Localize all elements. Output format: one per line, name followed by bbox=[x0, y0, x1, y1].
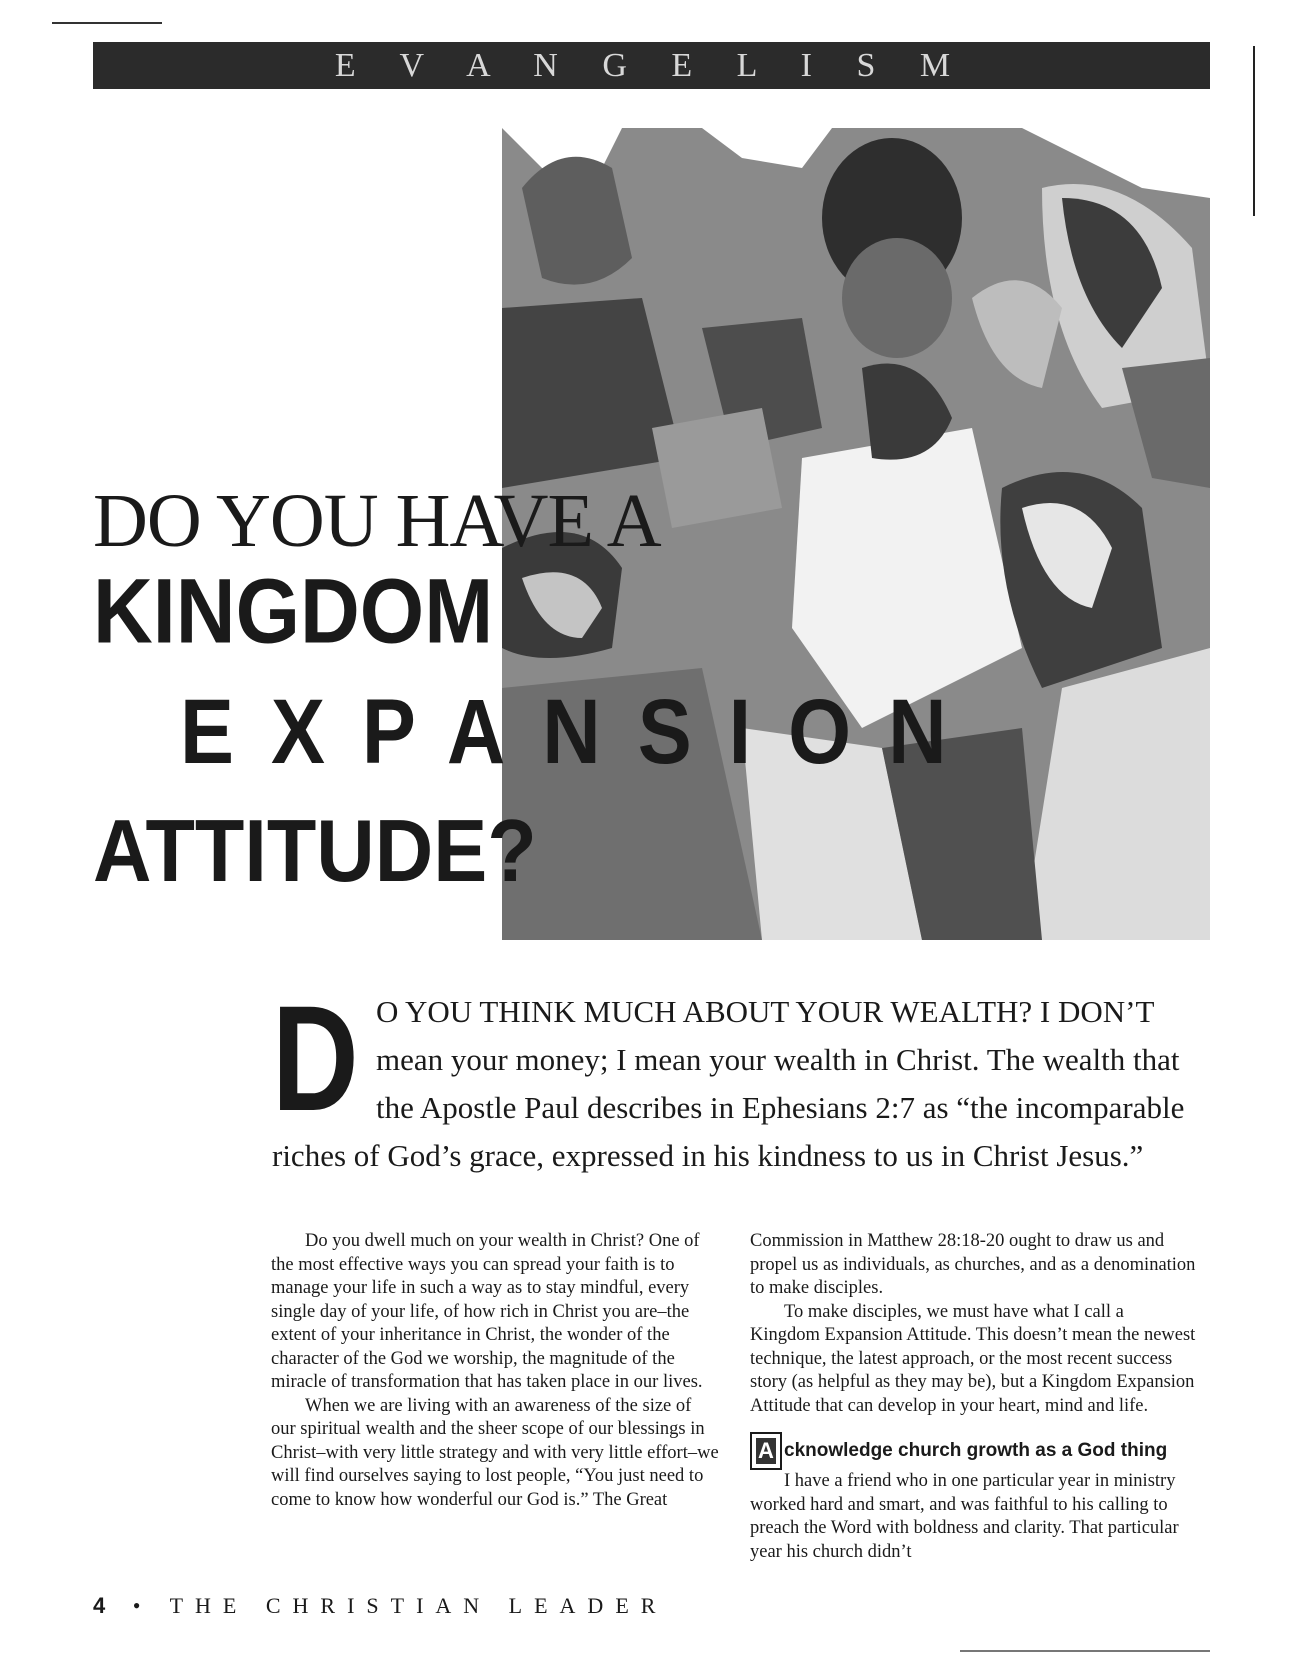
left-paragraph-2: When we are living with an awareness of the size of our spiritual wealth and the sheer scope of our blessings in Christ–with very little strategy and with very little effort–we will find ourselves saying to lost people, “You just need to come to know how wonderful our God is.” The Great bbox=[271, 1395, 719, 1510]
margin-rule bbox=[1253, 46, 1255, 216]
top-rule bbox=[52, 22, 162, 24]
bottom-rule bbox=[960, 1650, 1210, 1652]
section-banner bbox=[93, 42, 1210, 89]
subhead-text: cknowledge church growth as a God thing bbox=[784, 1440, 1168, 1462]
crowd-illustration-graphic bbox=[502, 128, 1210, 940]
section-banner-label: E V A N G E L I S M bbox=[334, 46, 969, 84]
subhead-initial: A bbox=[756, 1438, 776, 1464]
page-number: 4 bbox=[93, 1593, 106, 1618]
publication-name: THE CHRISTIAN LEADER bbox=[169, 1593, 668, 1618]
crowd-illustration bbox=[502, 128, 1210, 940]
page-footer bbox=[93, 1593, 667, 1619]
subhead-initial-box bbox=[750, 1432, 782, 1470]
lead-text: mean your money; I mean your wealth in Christ. The wealth that the Apostle Paul describes in Ephesians 2:7 as “the incomparable riches of God’s grace, expressed in his kindness to us in Christ Jesus.” bbox=[272, 1042, 1185, 1173]
drop-cap: D bbox=[272, 974, 359, 1142]
headline-kingdom: KINGDOM bbox=[93, 561, 494, 664]
right-paragraph-1: Commission in Matthew 28:18-20 ought to draw us and propel us as individuals, as churches, and as a denomination to make disciples. bbox=[750, 1231, 1196, 1298]
subhead bbox=[750, 1432, 1198, 1470]
left-paragraph-1: Do you dwell much on your wealth in Christ? One of the most effective ways you can spread your faith is to manage your life in such a way as to stay mindful, every single day of your life, of how rich in Christ you are–the extent of your inheritance in Christ, the wonder of the character of the God we worship, the magnitude of the miracle of transformation that has taken place in our lives. bbox=[271, 1231, 703, 1392]
left-column bbox=[271, 1230, 719, 1512]
footer-separator: • bbox=[132, 1593, 153, 1618]
headline-line-1: DO YOU HAVE A bbox=[93, 479, 661, 563]
right-paragraph-3: I have a friend who in one particular year in ministry worked hard and smart, and was faithful to his calling to preach the Word with boldness and clarity. That particular year his church didn’t bbox=[750, 1471, 1179, 1562]
right-paragraph-2: To make disciples, we must have what I call a Kingdom Expansion Attitude. This doesn’t mean the newest technique, the latest approach, or the most recent success story (as helpful as they may be), but a Kingdom Expansion Attitude that can develop in your heart, mind and life. bbox=[750, 1301, 1196, 1416]
right-column bbox=[750, 1230, 1198, 1564]
lead-paragraph bbox=[272, 974, 1202, 1180]
headline-expansion: EXPANSION bbox=[180, 681, 984, 783]
lead-caps: O YOU THINK MUCH ABOUT YOUR WEALTH? I DON’T bbox=[376, 994, 1154, 1029]
headline-attitude: ATTITUDE? bbox=[93, 801, 537, 900]
